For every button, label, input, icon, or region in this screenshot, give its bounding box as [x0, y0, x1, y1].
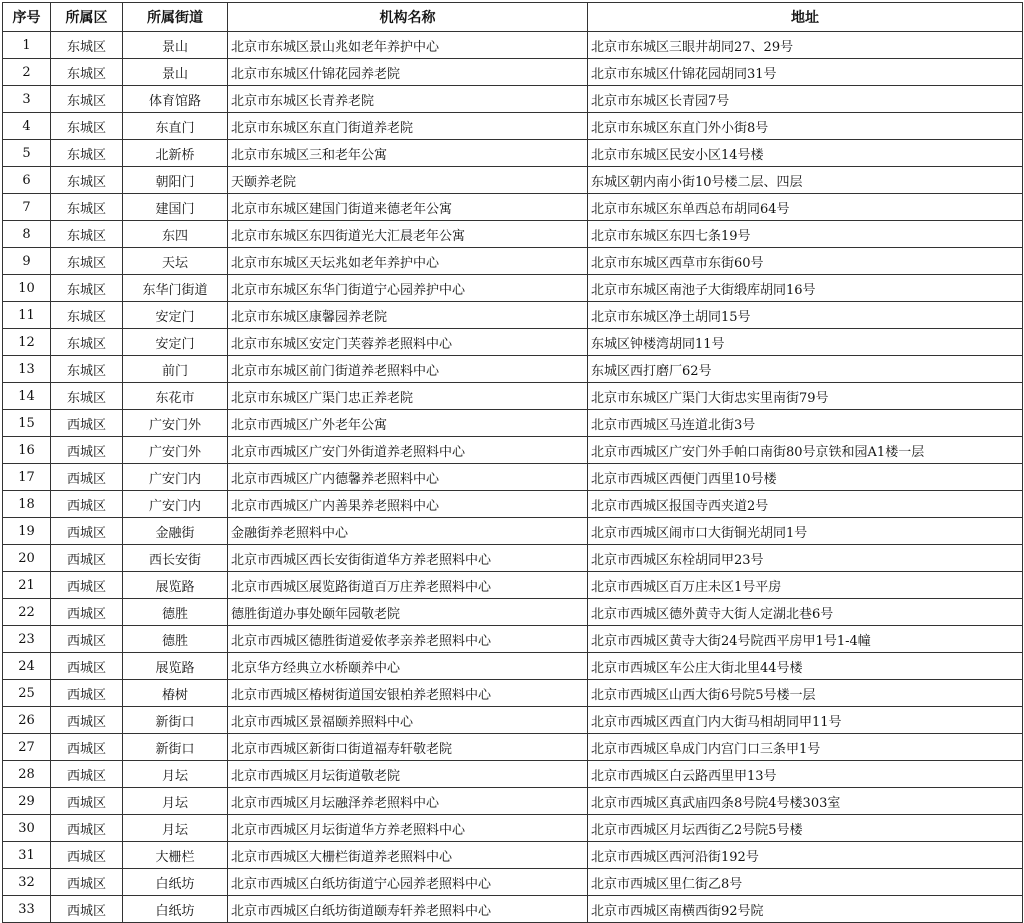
- cell-street: 北新桥: [123, 140, 228, 167]
- cell-district: 西城区: [51, 842, 123, 869]
- cell-institution-name: 北京市东城区安定门芙蓉养老照料中心: [228, 329, 588, 356]
- cell-district: 东城区: [51, 302, 123, 329]
- cell-index: 12: [3, 329, 51, 356]
- cell-street: 广安门内: [123, 491, 228, 518]
- cell-index: 8: [3, 221, 51, 248]
- table-row: [3, 356, 1023, 383]
- cell-street: 德胜: [123, 626, 228, 653]
- cell-street: 展览路: [123, 653, 228, 680]
- cell-index: 31: [3, 842, 51, 869]
- cell-district: 西城区: [51, 788, 123, 815]
- cell-district: 东城区: [51, 167, 123, 194]
- cell-institution-name: 北京市西城区椿树街道国安银柏养老照料中心: [228, 680, 588, 707]
- cell-institution-name: 北京市西城区新街口街道福寿轩敬老院: [228, 734, 588, 761]
- cell-district: 西城区: [51, 653, 123, 680]
- table-row: [3, 545, 1023, 572]
- cell-institution-name: 北京市东城区建国门街道来德老年公寓: [228, 194, 588, 221]
- cell-index: 25: [3, 680, 51, 707]
- cell-index: 17: [3, 464, 51, 491]
- cell-index: 13: [3, 356, 51, 383]
- cell-street: 朝阳门: [123, 167, 228, 194]
- cell-index: 29: [3, 788, 51, 815]
- table-row: [3, 437, 1023, 464]
- cell-address: 北京市西城区百万庄未区1号平房: [588, 572, 1023, 599]
- table-row: [3, 167, 1023, 194]
- table-row: [3, 842, 1023, 869]
- cell-street: 德胜: [123, 599, 228, 626]
- cell-street: 东华门街道: [123, 275, 228, 302]
- cell-district: 西城区: [51, 545, 123, 572]
- cell-district: 东城区: [51, 113, 123, 140]
- cell-index: 7: [3, 194, 51, 221]
- cell-district: 西城区: [51, 626, 123, 653]
- cell-institution-name: 北京市西城区广内善果养老照料中心: [228, 491, 588, 518]
- cell-institution-name: 北京市东城区广渠门忠正养老院: [228, 383, 588, 410]
- cell-district: 西城区: [51, 707, 123, 734]
- cell-institution-name: 北京市西城区月坛街道华方养老照料中心: [228, 815, 588, 842]
- table-row: [3, 275, 1023, 302]
- cell-index: 1: [3, 32, 51, 59]
- cell-district: 西城区: [51, 572, 123, 599]
- cell-street: 天坛: [123, 248, 228, 275]
- cell-address: 北京市西城区西直门内大街马相胡同甲11号: [588, 707, 1023, 734]
- cell-street: 建国门: [123, 194, 228, 221]
- cell-district: 东城区: [51, 275, 123, 302]
- cell-index: 32: [3, 869, 51, 896]
- cell-index: 26: [3, 707, 51, 734]
- cell-district: 西城区: [51, 734, 123, 761]
- cell-address: 北京市东城区西草市东街60号: [588, 248, 1023, 275]
- table-row: [3, 626, 1023, 653]
- cell-street: 新街口: [123, 707, 228, 734]
- cell-index: 28: [3, 761, 51, 788]
- cell-institution-name: 北京市西城区广内德馨养老照料中心: [228, 464, 588, 491]
- cell-index: 14: [3, 383, 51, 410]
- cell-address: 北京市西城区报国寺西夹道2号: [588, 491, 1023, 518]
- cell-district: 西城区: [51, 680, 123, 707]
- cell-street: 月坛: [123, 788, 228, 815]
- cell-address: 北京市西城区南横西街92号院: [588, 896, 1023, 923]
- cell-street: 景山: [123, 59, 228, 86]
- table-row: [3, 410, 1023, 437]
- cell-index: 6: [3, 167, 51, 194]
- cell-address: 北京市东城区民安小区14号楼: [588, 140, 1023, 167]
- table-row: [3, 329, 1023, 356]
- cell-street: 月坛: [123, 815, 228, 842]
- cell-institution-name: 北京市西城区景福颐养照料中心: [228, 707, 588, 734]
- cell-street: 安定门: [123, 329, 228, 356]
- cell-address: 北京市东城区长青园7号: [588, 86, 1023, 113]
- cell-address: 北京市西城区山西大街6号院5号楼一层: [588, 680, 1023, 707]
- cell-institution-name: 北京市西城区广安门外街道养老照料中心: [228, 437, 588, 464]
- header-row: [3, 3, 1023, 32]
- cell-address: 北京市东城区东直门外小街8号: [588, 113, 1023, 140]
- cell-district: 东城区: [51, 356, 123, 383]
- cell-institution-name: 北京市西城区德胜街道爱侬孝亲养老照料中心: [228, 626, 588, 653]
- cell-institution-name: 北京市西城区月坛融泽养老照料中心: [228, 788, 588, 815]
- cell-district: 西城区: [51, 896, 123, 923]
- cell-address: 北京市西城区白云路西里甲13号: [588, 761, 1023, 788]
- table-row: [3, 383, 1023, 410]
- cell-street: 金融街: [123, 518, 228, 545]
- cell-institution-name: 北京市西城区大栅栏街道养老照料中心: [228, 842, 588, 869]
- cell-index: 22: [3, 599, 51, 626]
- cell-street: 前门: [123, 356, 228, 383]
- cell-street: 新街口: [123, 734, 228, 761]
- cell-street: 展览路: [123, 572, 228, 599]
- cell-institution-name: 北京市西城区西长安街街道华方养老照料中心: [228, 545, 588, 572]
- cell-address: 北京市东城区净土胡同15号: [588, 302, 1023, 329]
- cell-index: 24: [3, 653, 51, 680]
- table-row: [3, 896, 1023, 923]
- cell-district: 东城区: [51, 248, 123, 275]
- header-district: 所属区: [51, 3, 123, 32]
- cell-district: 西城区: [51, 464, 123, 491]
- cell-index: 4: [3, 113, 51, 140]
- cell-institution-name: 北京华方经典立水桥颐养中心: [228, 653, 588, 680]
- cell-index: 20: [3, 545, 51, 572]
- cell-institution-name: 金融街养老照料中心: [228, 518, 588, 545]
- cell-index: 16: [3, 437, 51, 464]
- cell-address: 东城区朝内南小街10号楼二层、四层: [588, 167, 1023, 194]
- cell-street: 椿树: [123, 680, 228, 707]
- cell-district: 西城区: [51, 410, 123, 437]
- cell-district: 东城区: [51, 140, 123, 167]
- table-row: [3, 734, 1023, 761]
- cell-institution-name: 北京市东城区东华门街道宁心园养护中心: [228, 275, 588, 302]
- cell-address: 北京市西城区西河沿街192号: [588, 842, 1023, 869]
- table-row: [3, 599, 1023, 626]
- cell-address: 北京市西城区黄寺大街24号院西平房甲1号1-4幢: [588, 626, 1023, 653]
- header-street: 所属街道: [123, 3, 228, 32]
- care-institution-table: [2, 2, 1023, 923]
- cell-index: 3: [3, 86, 51, 113]
- cell-street: 大栅栏: [123, 842, 228, 869]
- table-row: [3, 869, 1023, 896]
- cell-address: 北京市东城区什锦花园胡同31号: [588, 59, 1023, 86]
- table-row: [3, 194, 1023, 221]
- cell-street: 景山: [123, 32, 228, 59]
- table-row: [3, 518, 1023, 545]
- cell-institution-name: 北京市东城区康馨园养老院: [228, 302, 588, 329]
- cell-street: 广安门外: [123, 437, 228, 464]
- cell-district: 东城区: [51, 383, 123, 410]
- cell-address: 北京市西城区闹市口大街铜光胡同1号: [588, 518, 1023, 545]
- table-row: [3, 464, 1023, 491]
- header-address: 地址: [588, 3, 1023, 32]
- cell-district: 东城区: [51, 59, 123, 86]
- cell-institution-name: 北京市东城区长青养老院: [228, 86, 588, 113]
- cell-institution-name: 北京市东城区什锦花园养老院: [228, 59, 588, 86]
- cell-district: 东城区: [51, 194, 123, 221]
- cell-district: 西城区: [51, 761, 123, 788]
- cell-institution-name: 北京市东城区三和老年公寓: [228, 140, 588, 167]
- cell-address: 北京市西城区西便门西里10号楼: [588, 464, 1023, 491]
- cell-address: 北京市西城区车公庄大街北里44号楼: [588, 653, 1023, 680]
- cell-index: 27: [3, 734, 51, 761]
- cell-index: 10: [3, 275, 51, 302]
- cell-institution-name: 北京市西城区广外老年公寓: [228, 410, 588, 437]
- cell-address: 北京市东城区广渠门大街忠实里南街79号: [588, 383, 1023, 410]
- cell-street: 白纸坊: [123, 869, 228, 896]
- cell-address: 北京市西城区东栓胡同甲23号: [588, 545, 1023, 572]
- table-row: [3, 32, 1023, 59]
- table-row: [3, 680, 1023, 707]
- table-row: [3, 248, 1023, 275]
- cell-address: 北京市东城区南池子大街缎库胡同16号: [588, 275, 1023, 302]
- cell-index: 15: [3, 410, 51, 437]
- cell-street: 东花市: [123, 383, 228, 410]
- table-row: [3, 788, 1023, 815]
- cell-index: 19: [3, 518, 51, 545]
- cell-institution-name: 北京市东城区前门街道养老照料中心: [228, 356, 588, 383]
- cell-institution-name: 北京市东城区景山兆如老年养护中心: [228, 32, 588, 59]
- cell-street: 广安门外: [123, 410, 228, 437]
- cell-address: 北京市东城区三眼井胡同27、29号: [588, 32, 1023, 59]
- cell-index: 21: [3, 572, 51, 599]
- cell-institution-name: 北京市东城区东直门街道养老院: [228, 113, 588, 140]
- cell-district: 西城区: [51, 437, 123, 464]
- cell-street: 东四: [123, 221, 228, 248]
- table-row: [3, 761, 1023, 788]
- cell-street: 广安门内: [123, 464, 228, 491]
- table-row: [3, 59, 1023, 86]
- cell-district: 西城区: [51, 599, 123, 626]
- cell-institution-name: 天颐养老院: [228, 167, 588, 194]
- cell-institution-name: 北京市西城区展览路街道百万庄养老照料中心: [228, 572, 588, 599]
- table-row: [3, 572, 1023, 599]
- cell-index: 2: [3, 59, 51, 86]
- cell-index: 30: [3, 815, 51, 842]
- table-row: [3, 491, 1023, 518]
- cell-index: 11: [3, 302, 51, 329]
- cell-index: 33: [3, 896, 51, 923]
- table-row: [3, 221, 1023, 248]
- cell-address: 北京市西城区真武庙四条8号院4号楼303室: [588, 788, 1023, 815]
- cell-address: 北京市西城区阜成门内宫门口三条甲1号: [588, 734, 1023, 761]
- cell-index: 9: [3, 248, 51, 275]
- table-row: [3, 113, 1023, 140]
- cell-institution-name: 北京市西城区月坛街道敬老院: [228, 761, 588, 788]
- cell-district: 西城区: [51, 869, 123, 896]
- header-institution-name: 机构名称: [228, 3, 588, 32]
- table-row: [3, 653, 1023, 680]
- cell-district: 西城区: [51, 518, 123, 545]
- cell-address: 北京市东城区东单西总布胡同64号: [588, 194, 1023, 221]
- cell-street: 西长安街: [123, 545, 228, 572]
- cell-institution-name: 北京市西城区白纸坊街道宁心园养老照料中心: [228, 869, 588, 896]
- header-index: 序号: [3, 3, 51, 32]
- cell-address: 北京市西城区德外黄寺大街人定湖北巷6号: [588, 599, 1023, 626]
- table-row: [3, 140, 1023, 167]
- table-body: [3, 32, 1023, 923]
- table-row: [3, 707, 1023, 734]
- cell-district: 西城区: [51, 491, 123, 518]
- cell-address: 北京市西城区里仁街乙8号: [588, 869, 1023, 896]
- cell-address: 北京市西城区广安门外手帕口南街80号京铁和园A1楼一层: [588, 437, 1023, 464]
- cell-institution-name: 德胜街道办事处颐年园敬老院: [228, 599, 588, 626]
- table-row: [3, 815, 1023, 842]
- cell-index: 23: [3, 626, 51, 653]
- cell-address: 北京市西城区月坛西街乙2号院5号楼: [588, 815, 1023, 842]
- cell-index: 5: [3, 140, 51, 167]
- cell-address: 东城区钟楼湾胡同11号: [588, 329, 1023, 356]
- cell-institution-name: 北京市东城区东四街道光大汇晨老年公寓: [228, 221, 588, 248]
- cell-district: 东城区: [51, 86, 123, 113]
- cell-district: 东城区: [51, 32, 123, 59]
- cell-district: 东城区: [51, 329, 123, 356]
- cell-district: 西城区: [51, 815, 123, 842]
- cell-street: 体育馆路: [123, 86, 228, 113]
- cell-street: 东直门: [123, 113, 228, 140]
- cell-institution-name: 北京市西城区白纸坊街道颐寿轩养老照料中心: [228, 896, 588, 923]
- cell-address: 东城区西打磨厂62号: [588, 356, 1023, 383]
- cell-index: 18: [3, 491, 51, 518]
- table-row: [3, 302, 1023, 329]
- table-row: [3, 86, 1023, 113]
- cell-street: 白纸坊: [123, 896, 228, 923]
- cell-district: 东城区: [51, 221, 123, 248]
- cell-street: 月坛: [123, 761, 228, 788]
- cell-institution-name: 北京市东城区天坛兆如老年养护中心: [228, 248, 588, 275]
- cell-street: 安定门: [123, 302, 228, 329]
- cell-address: 北京市西城区马连道北街3号: [588, 410, 1023, 437]
- cell-address: 北京市东城区东四七条19号: [588, 221, 1023, 248]
